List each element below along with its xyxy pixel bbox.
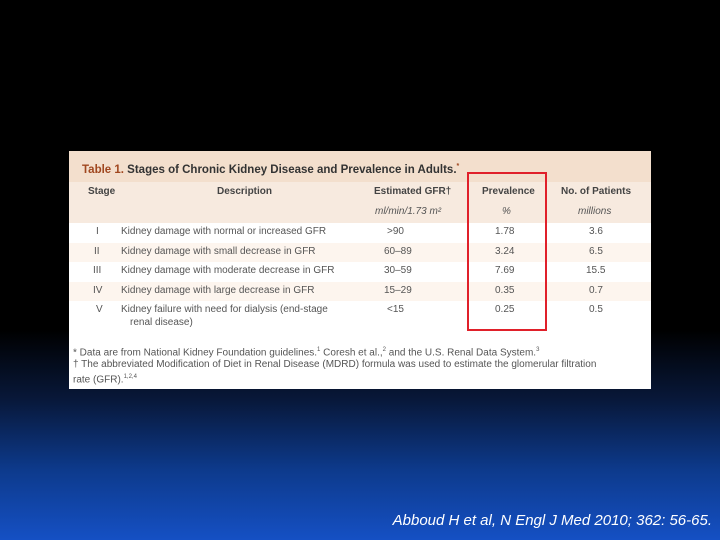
cell-gfr: 15–29 [384,284,412,296]
prevalence-highlight-box [467,172,547,331]
cell-stage: IV [93,284,103,296]
col-header-gfr: Estimated GFR† [374,186,452,197]
footnote-mdrd: † The abbreviated Modification of Diet in Renal Disease (MDRD) formula was used to estimate the glomerular filtration [73,359,597,371]
cell-prevalence: 1.78 [495,226,515,237]
unit-prevalence: % [502,206,511,217]
cell-description: Kidney damage with normal or increased GFR [121,226,327,237]
col-header-stage: Stage [88,186,116,197]
cell-patients: 0.7 [589,284,603,296]
table-row [69,282,651,302]
col-header-patients: No. of Patients [561,186,632,197]
table-row [69,223,651,243]
unit-patients: millions [578,206,612,217]
cell-description: Kidney damage with small decrease in GFR [121,245,316,257]
table-card [69,151,651,389]
cell-stage: I [96,226,99,237]
cell-prevalence: 0.25 [495,304,515,315]
citation: Abboud H et al, N Engl J Med 2010; 362: 56-65. [392,512,712,529]
table-header [69,182,651,223]
cell-description: Kidney failure with need for dialysis (end-stage [121,304,328,315]
cell-prevalence: 3.24 [495,245,515,257]
cell-patients: 15.5 [586,265,606,276]
cell-stage: III [93,265,102,276]
cell-prevalence: 7.69 [495,265,515,276]
cell-description: Kidney damage with large decrease in GFR [121,284,315,296]
cell-description-continued: renal disease) [130,317,193,328]
table-title [69,151,651,182]
cell-gfr: 30–59 [384,265,412,276]
cell-gfr: >90 [387,226,404,237]
table-title-label: Table 1. [82,163,124,176]
cell-gfr: 60–89 [384,245,412,257]
table-row [69,301,651,335]
footnote-mdrd-continued: rate (GFR).$^{1,2,4}$ [73,374,137,386]
cell-patients: 6.5 [589,245,603,257]
cell-stage: V [96,304,103,315]
cell-stage: II [94,245,100,257]
table-row [69,243,651,263]
table-footnotes [73,344,643,387]
col-header-prevalence: Prevalence [482,186,535,197]
col-header-description: Description [217,186,273,197]
unit-gfr: ml/min/1.73 m² [375,206,442,217]
cell-gfr: <15 [387,304,404,315]
cell-prevalence: 0.35 [495,284,515,296]
cell-patients: 3.6 [589,226,603,237]
table-title-mark: * [456,163,460,170]
cell-patients: 0.5 [589,304,603,315]
footnote-data-source: * Data are from National Kidney Foundation guidelines.$^1$ Coresh et al.,$^2$ and the U.S. Renal Data System.$^3$ [73,347,540,359]
table-row [69,262,651,282]
table-title-text: Stages of Chronic Kidney Disease and Prevalence in Adults. [127,163,457,176]
cell-description: Kidney damage with moderate decrease in GFR [121,265,335,276]
